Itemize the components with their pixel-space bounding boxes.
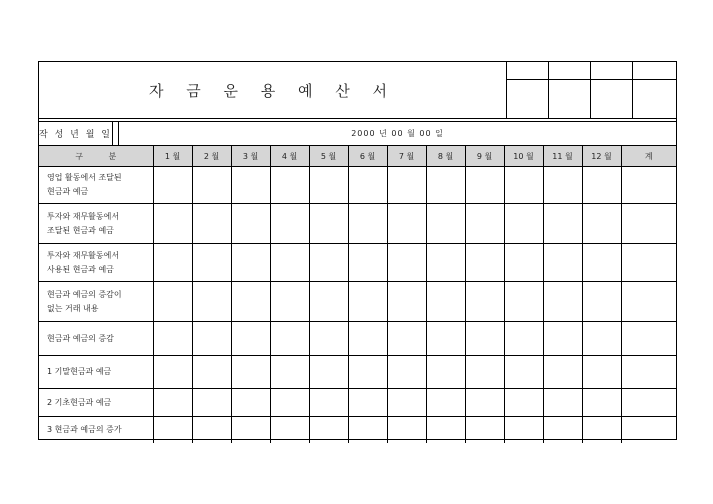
- month-cell[interactable]: [348, 389, 387, 417]
- month-cell[interactable]: [504, 417, 543, 443]
- month-cell[interactable]: [543, 244, 582, 282]
- month-cell[interactable]: [387, 417, 426, 443]
- month-cell[interactable]: [426, 167, 465, 204]
- month-cell[interactable]: [231, 356, 270, 389]
- month-cell[interactable]: [309, 356, 348, 389]
- month-cell[interactable]: [231, 417, 270, 443]
- month-cell[interactable]: [270, 167, 309, 204]
- month-cell[interactable]: [270, 204, 309, 244]
- total-cell[interactable]: [621, 356, 676, 389]
- row-label: 투자와 재무활동에서 사용된 현금과 예금: [39, 244, 153, 282]
- month-cell[interactable]: [426, 389, 465, 417]
- table-row: [39, 244, 676, 282]
- date-row: [39, 122, 676, 146]
- header-total: 계: [621, 146, 676, 167]
- month-cell[interactable]: [153, 167, 192, 204]
- month-cell[interactable]: [270, 282, 309, 322]
- month-cell[interactable]: [504, 389, 543, 417]
- total-cell[interactable]: [621, 282, 676, 322]
- month-cell[interactable]: [582, 389, 621, 417]
- month-cell[interactable]: [465, 282, 504, 322]
- month-cell[interactable]: [192, 322, 231, 356]
- approval-cell: [507, 80, 549, 118]
- approval-cell: [549, 80, 591, 118]
- month-cell[interactable]: [543, 282, 582, 322]
- row-label: 현금과 예금의 증감이 없는 거래 내용: [39, 282, 153, 322]
- month-cell[interactable]: [504, 244, 543, 282]
- row-label: 현금과 예금의 증감: [39, 322, 153, 356]
- month-cell[interactable]: [309, 204, 348, 244]
- month-cell[interactable]: [426, 322, 465, 356]
- total-cell[interactable]: [621, 417, 676, 443]
- month-cell[interactable]: [543, 356, 582, 389]
- month-cell[interactable]: [192, 417, 231, 443]
- month-cell[interactable]: [270, 417, 309, 443]
- month-cell[interactable]: [543, 167, 582, 204]
- month-cell[interactable]: [504, 322, 543, 356]
- budget-form: [38, 61, 677, 440]
- total-cell[interactable]: [621, 167, 676, 204]
- month-cell[interactable]: [309, 282, 348, 322]
- month-cell[interactable]: [270, 322, 309, 356]
- month-cell[interactable]: [387, 322, 426, 356]
- header-month: 10 월: [504, 146, 543, 167]
- total-cell[interactable]: [621, 322, 676, 356]
- month-cell[interactable]: [231, 204, 270, 244]
- month-cell[interactable]: [153, 204, 192, 244]
- month-cell[interactable]: [348, 167, 387, 204]
- month-cell[interactable]: [465, 417, 504, 443]
- month-cell[interactable]: [582, 244, 621, 282]
- table-row: [39, 417, 676, 443]
- header-month: 11 월: [543, 146, 582, 167]
- month-cell[interactable]: [543, 417, 582, 443]
- row-label: 1 기말현금과 예금: [39, 356, 153, 389]
- month-cell[interactable]: [465, 167, 504, 204]
- table-row: [39, 356, 676, 389]
- month-cell[interactable]: [192, 282, 231, 322]
- month-cell[interactable]: [582, 417, 621, 443]
- month-cell[interactable]: [465, 389, 504, 417]
- approval-cell: [591, 80, 633, 118]
- month-cell[interactable]: [504, 204, 543, 244]
- month-cell[interactable]: [387, 244, 426, 282]
- header-month: 6 월: [348, 146, 387, 167]
- month-cell[interactable]: [543, 322, 582, 356]
- month-cell[interactable]: [153, 417, 192, 443]
- date-value: 2000 년 00 월 00 일: [351, 129, 444, 138]
- table-row: [39, 322, 676, 356]
- approval-cell: [549, 62, 591, 80]
- month-cell[interactable]: [309, 322, 348, 356]
- budget-table: [39, 146, 676, 443]
- form-title: 자 금 운 용 예 산 서: [148, 81, 397, 100]
- month-cell[interactable]: [504, 167, 543, 204]
- header-month: 3 월: [231, 146, 270, 167]
- total-cell[interactable]: [621, 244, 676, 282]
- month-cell[interactable]: [582, 356, 621, 389]
- month-cell[interactable]: [270, 244, 309, 282]
- month-cell[interactable]: [231, 167, 270, 204]
- header-month: 7 월: [387, 146, 426, 167]
- approval-cell: [591, 62, 633, 80]
- month-cell[interactable]: [387, 167, 426, 204]
- month-cell[interactable]: [348, 282, 387, 322]
- month-cell[interactable]: [309, 389, 348, 417]
- title-box: [39, 62, 507, 118]
- month-cell[interactable]: [153, 244, 192, 282]
- month-cell[interactable]: [348, 356, 387, 389]
- total-cell[interactable]: [621, 204, 676, 244]
- month-cell[interactable]: [348, 204, 387, 244]
- month-cell[interactable]: [231, 282, 270, 322]
- month-cell[interactable]: [153, 356, 192, 389]
- month-cell[interactable]: [192, 244, 231, 282]
- month-cell[interactable]: [426, 282, 465, 322]
- month-cell[interactable]: [270, 356, 309, 389]
- month-cell[interactable]: [192, 389, 231, 417]
- row-label: 3 현금과 예금의 증가: [39, 417, 153, 443]
- header-row: [39, 146, 676, 167]
- month-cell[interactable]: [231, 389, 270, 417]
- table-row: [39, 389, 676, 417]
- month-cell[interactable]: [153, 322, 192, 356]
- month-cell[interactable]: [582, 167, 621, 204]
- month-cell[interactable]: [192, 356, 231, 389]
- month-cell[interactable]: [387, 389, 426, 417]
- month-cell[interactable]: [543, 204, 582, 244]
- month-cell[interactable]: [309, 417, 348, 443]
- header-month: 2 월: [192, 146, 231, 167]
- month-cell[interactable]: [387, 356, 426, 389]
- header-month: 4 월: [270, 146, 309, 167]
- month-cell[interactable]: [153, 282, 192, 322]
- row-label: 2 기초현금과 예금: [39, 389, 153, 417]
- header-month: 8 월: [426, 146, 465, 167]
- month-cell[interactable]: [192, 204, 231, 244]
- month-cell[interactable]: [309, 244, 348, 282]
- month-cell[interactable]: [153, 389, 192, 417]
- header-month: 9 월: [465, 146, 504, 167]
- table-row: [39, 282, 676, 322]
- month-cell[interactable]: [582, 282, 621, 322]
- month-cell[interactable]: [426, 356, 465, 389]
- month-cell[interactable]: [387, 282, 426, 322]
- approval-cell: [633, 62, 676, 80]
- month-cell[interactable]: [582, 322, 621, 356]
- approval-cell: [633, 80, 676, 118]
- month-cell[interactable]: [465, 322, 504, 356]
- month-cell[interactable]: [465, 356, 504, 389]
- month-cell[interactable]: [543, 389, 582, 417]
- month-cell[interactable]: [504, 282, 543, 322]
- month-cell[interactable]: [270, 389, 309, 417]
- total-cell[interactable]: [621, 389, 676, 417]
- table-row: [39, 204, 676, 244]
- month-cell[interactable]: [465, 204, 504, 244]
- date-label: 작 성 년 월 일: [39, 122, 113, 145]
- month-cell[interactable]: [192, 167, 231, 204]
- approval-cell: [507, 62, 549, 80]
- header-month: 1 월: [153, 146, 192, 167]
- approval-grid: [507, 62, 676, 118]
- row-label: 투자와 재무활동에서 조달된 현금과 예금: [39, 204, 153, 244]
- month-cell[interactable]: [426, 417, 465, 443]
- table-row: [39, 167, 676, 204]
- month-cell[interactable]: [348, 417, 387, 443]
- month-cell[interactable]: [348, 322, 387, 356]
- month-cell[interactable]: [387, 204, 426, 244]
- header-month: 5 월: [309, 146, 348, 167]
- month-cell[interactable]: [231, 322, 270, 356]
- month-cell[interactable]: [309, 167, 348, 204]
- header-category: 구 분: [39, 146, 153, 167]
- month-cell[interactable]: [231, 244, 270, 282]
- month-cell[interactable]: [465, 244, 504, 282]
- row-label: 영업 활동에서 조달된 현금과 예금: [39, 167, 153, 204]
- month-cell[interactable]: [426, 204, 465, 244]
- header-month: 12 월: [582, 146, 621, 167]
- month-cell[interactable]: [348, 244, 387, 282]
- month-cell[interactable]: [426, 244, 465, 282]
- month-cell[interactable]: [504, 356, 543, 389]
- month-cell[interactable]: [582, 204, 621, 244]
